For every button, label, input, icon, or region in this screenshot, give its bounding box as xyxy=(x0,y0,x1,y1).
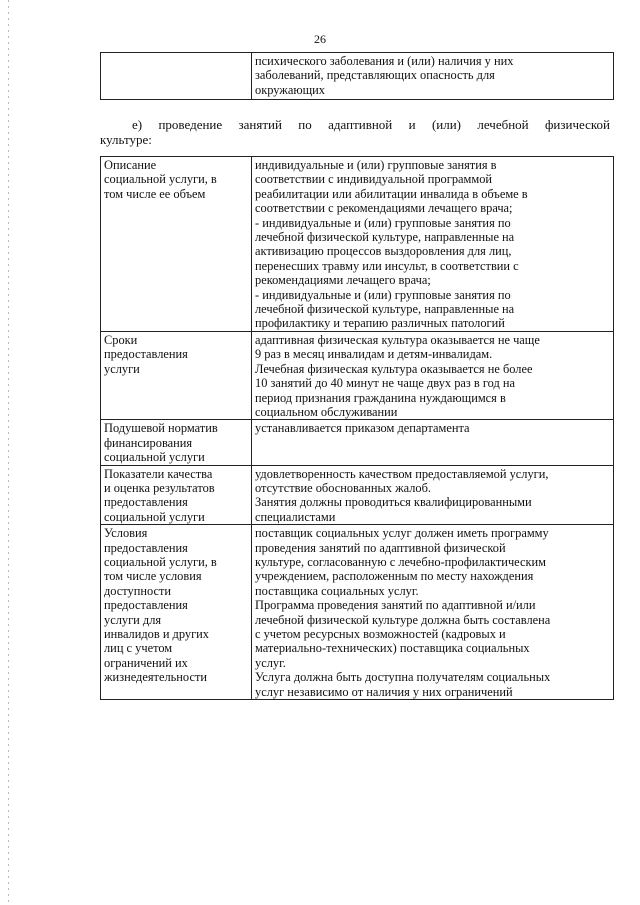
text-line: лиц с учетом xyxy=(104,641,173,656)
text-line: предоставления xyxy=(104,347,188,362)
text-line: удовлетворенность качеством предоставляемой услуги, xyxy=(255,466,549,481)
table-cell-value xyxy=(252,53,614,100)
text-line: 9 раз в месяц инвалидам и детям-инвалидам. xyxy=(255,347,493,362)
text-line: активизацию процессов выздоровления для лиц, xyxy=(255,244,512,259)
text-line: Показатели качества xyxy=(104,466,213,481)
table-cell-label xyxy=(101,525,252,700)
table-cell-value xyxy=(252,525,614,700)
text-line: и оценка результатов xyxy=(104,480,215,495)
table-cell-label xyxy=(101,53,252,100)
text-line: финансирования xyxy=(104,435,193,450)
page-number: 26 xyxy=(314,32,326,46)
text-line: социальной услуги, в xyxy=(104,554,217,569)
text-line: предоставления xyxy=(104,598,188,613)
text-line: лечебной физической культуре должна быть составлена xyxy=(255,612,551,627)
text-line: Сроки xyxy=(104,332,138,347)
text-line: поставщик социальных услуг должен иметь программу xyxy=(255,526,549,541)
text-line: том числе условия xyxy=(104,569,202,584)
text-line: лечебной физической культуре, направленные на xyxy=(255,230,515,245)
text-line: перенесших травму или инсульт, в соответствии с xyxy=(255,258,519,273)
text-line: психического заболевания и (или) наличия у них xyxy=(255,54,514,68)
text-line: Условия xyxy=(104,526,148,541)
text-line: Услуга должна быть доступна получателям социальных xyxy=(255,670,551,685)
text-line: инвалидов и других xyxy=(104,627,209,641)
text-line: поставщика социальных услуг. xyxy=(255,583,419,598)
text-line: предоставления xyxy=(104,495,188,510)
text-line: специалистами xyxy=(255,509,336,524)
table-row xyxy=(101,525,614,700)
text-line: Подушевой норматив xyxy=(104,421,218,436)
continued-table xyxy=(100,52,614,100)
text-line: профилактику и терапию различных патологий xyxy=(255,316,505,331)
text-line: заболеваний, представляющих опасность для xyxy=(255,68,495,83)
text-line: рекомендациями лечащего врача; xyxy=(255,273,431,288)
text-line: индивидуальные и (или) групповые занятия в xyxy=(255,158,497,172)
text-line: доступности xyxy=(104,583,172,598)
text-line: Программа проведения занятий по адаптивной и/или xyxy=(255,598,536,613)
table-cell-value xyxy=(252,465,614,525)
table-cell-label xyxy=(101,157,252,332)
text-line: социальной услуги xyxy=(104,450,205,465)
table-cell-label xyxy=(101,331,252,419)
text-line: том числе ее объем xyxy=(104,186,206,201)
text-line: жизнедеятельности xyxy=(104,670,207,685)
table-row xyxy=(101,420,614,465)
text-line: соответствии с индивидуальной программой xyxy=(255,172,493,187)
text-line: материально-технических) поставщика социальных xyxy=(255,641,530,656)
text-line: окружающих xyxy=(255,82,325,97)
text-line: услуги xyxy=(104,361,140,376)
text-line: услуг независимо от наличия у них ограничений xyxy=(255,684,513,699)
section-heading xyxy=(100,117,610,147)
text-line: устанавливается приказом департамента xyxy=(255,421,470,436)
table-row xyxy=(101,157,614,332)
text-line: услуги для xyxy=(104,612,162,627)
text-line: соответствии с рекомендациями лечащего врача; xyxy=(255,201,513,216)
text-line: отсутствие обоснованных жалоб. xyxy=(255,480,432,495)
section-heading-line: культуре: xyxy=(100,132,152,147)
text-line: предоставления xyxy=(104,540,188,555)
text-line: с учетом ресурсных возможностей (кадровых и xyxy=(255,627,506,641)
text-line: реабилитации или абилитации инвалида в объеме в xyxy=(255,186,528,201)
text-line: адаптивная физическая культура оказывается не чаще xyxy=(255,332,540,347)
text-line: Лечебная физическая культура оказывается не более xyxy=(255,361,533,376)
table-cell-label xyxy=(101,465,252,525)
table-cell-value xyxy=(252,157,614,332)
text-line: период признания гражданина нуждающимся в xyxy=(255,390,506,405)
text-line: - индивидуальные и (или) групповые занятия по xyxy=(255,215,511,230)
text-line: социальной услуги, в xyxy=(104,172,217,187)
text-line: лечебной физической культуре, направленные на xyxy=(255,302,515,317)
text-line: социальной услуги xyxy=(104,509,205,524)
service-table xyxy=(100,156,614,700)
table-cell-value xyxy=(252,420,614,465)
text-line: - индивидуальные и (или) групповые занятия по xyxy=(255,287,511,302)
table-row xyxy=(101,53,614,100)
text-line: услуг. xyxy=(255,655,286,670)
text-line: социальном обслуживании xyxy=(255,404,398,419)
scan-margin-mark xyxy=(8,0,9,905)
text-line: 10 занятий до 40 минут не чаще двух раз в год на xyxy=(255,376,515,391)
text-line: ограничений их xyxy=(104,655,188,670)
text-line: Описание xyxy=(104,158,157,172)
text-line: культуре, согласованную с лечебно-профилактическим xyxy=(255,554,546,569)
table-cell-label xyxy=(101,420,252,465)
table-row xyxy=(101,465,614,525)
text-line: проведения занятий по адаптивной физической xyxy=(255,540,506,555)
text-line: учреждением, расположенным по месту нахождения xyxy=(255,569,534,584)
section-heading-line: е) проведение занятий по адаптивной и (или) лечебной физической xyxy=(132,117,610,132)
text-line: Занятия должны проводиться квалифицированными xyxy=(255,495,532,510)
table-cell-value xyxy=(252,331,614,419)
table-row xyxy=(101,331,614,419)
